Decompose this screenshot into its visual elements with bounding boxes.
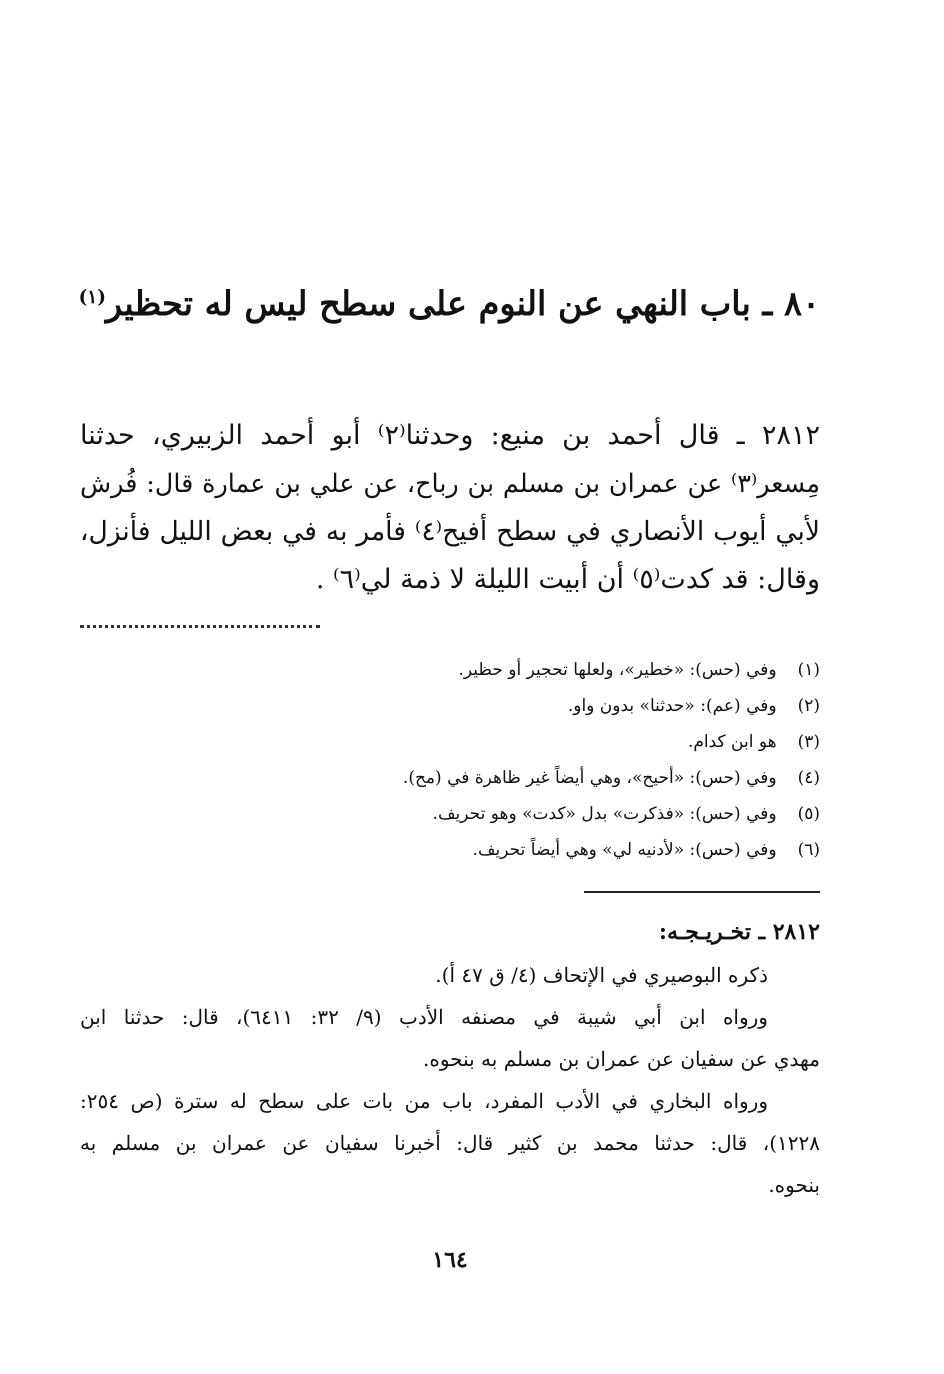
takhrij-line: ورواه البخاري في الأدب المفرد، باب من بات على سطح له سترة (ص ٢٥٤: [80,1089,768,1113]
footnote-text: وفي (حس): «لأدنيه لي» وهي أيضاً تحريف. [472,840,777,860]
footnote-number: (٦) [797,840,820,860]
hadith-line: ٢٨١٢ ـ قال أحمد بن منيع: وحدثنا⁽٢⁾ أبو أحمد الزبيري، حدثنا [80,420,821,451]
hadith-line: مِسعر⁽٣⁾ عن عمران بن مسلم بن رباح، عن علي بن عمارة قال: فُرش [80,469,820,499]
dotted-separator [80,625,320,628]
takhrij-line: بنحوه. [768,1173,820,1197]
chapter-title-text: باب النهي عن النوم على سطح ليس له تحظير [105,284,751,323]
chapter-footnote-ref: (١) [78,286,106,308]
footnote-number: (٤) [797,768,820,788]
footnote-item [80,760,820,796]
chapter-dash: ـ [762,284,773,323]
footnote-item [80,688,820,724]
chapter-title [80,282,820,326]
footnote-item [80,652,820,688]
solid-separator [584,891,820,893]
footnote-number: (٥) [797,804,820,824]
takhrij-line: ١٢٢٨)، قال: حدثنا محمد بن كثير قال: أخبرنا سفيان عن عمران بن مسلم به [80,1131,820,1155]
chapter-number: ٨٠ [784,284,820,323]
takhrij-heading: ٢٨١٢ ـ تخـريـجـه: [658,919,820,945]
takhrij-line: مهدي عن سفيان عن عمران بن مسلم به بنحوه. [423,1047,820,1071]
book-page [80,0,820,1374]
footnote-text: هو ابن كدام. [687,732,777,752]
takhrij-section [80,910,820,1206]
hadith-line: لأبي أيوب الأنصاري في سطح أفيح⁽٤⁾ فأمر به في بعض الليل فأنزل، [80,516,820,547]
footnote-text: وفي (حس): «خطير»، ولعلها تحجير أو حظير. [458,660,777,680]
footnote-item [80,796,820,832]
footnote-text: وفي (حس): «أحيح»، وهي أيضاً غير ظاهرة في (مح). [402,768,777,788]
footnote-item [80,724,820,760]
footnote-number: (٢) [797,696,820,716]
footnote-text: وفي (حس): «فذكرت» بدل «كدت» وهو تحريف. [432,804,777,824]
hadith-line: وقال: قد كدت⁽٥⁾ أن أبيت الليلة لا ذمة لي⁽٦⁾ . [315,564,820,595]
hadith-text [80,412,820,604]
page-number: ١٦٤ [432,1247,468,1273]
takhrij-line: ذكره البوصيري في الإتحاف (٤/ ق ٤٧ أ). [435,963,768,987]
footnote-item [80,832,820,868]
footnote-text: وفي (عم): «حدثنا» بدون واو. [567,696,777,716]
takhrij-line: ورواه ابن أبي شيبة في مصنفه الأدب (٩/ ٣٢: ٦٤١١)، قال: حدثنا ابن [80,1005,768,1029]
footnotes [80,652,820,868]
footnote-number: (٣) [797,732,820,752]
footnote-number: (١) [797,660,820,680]
